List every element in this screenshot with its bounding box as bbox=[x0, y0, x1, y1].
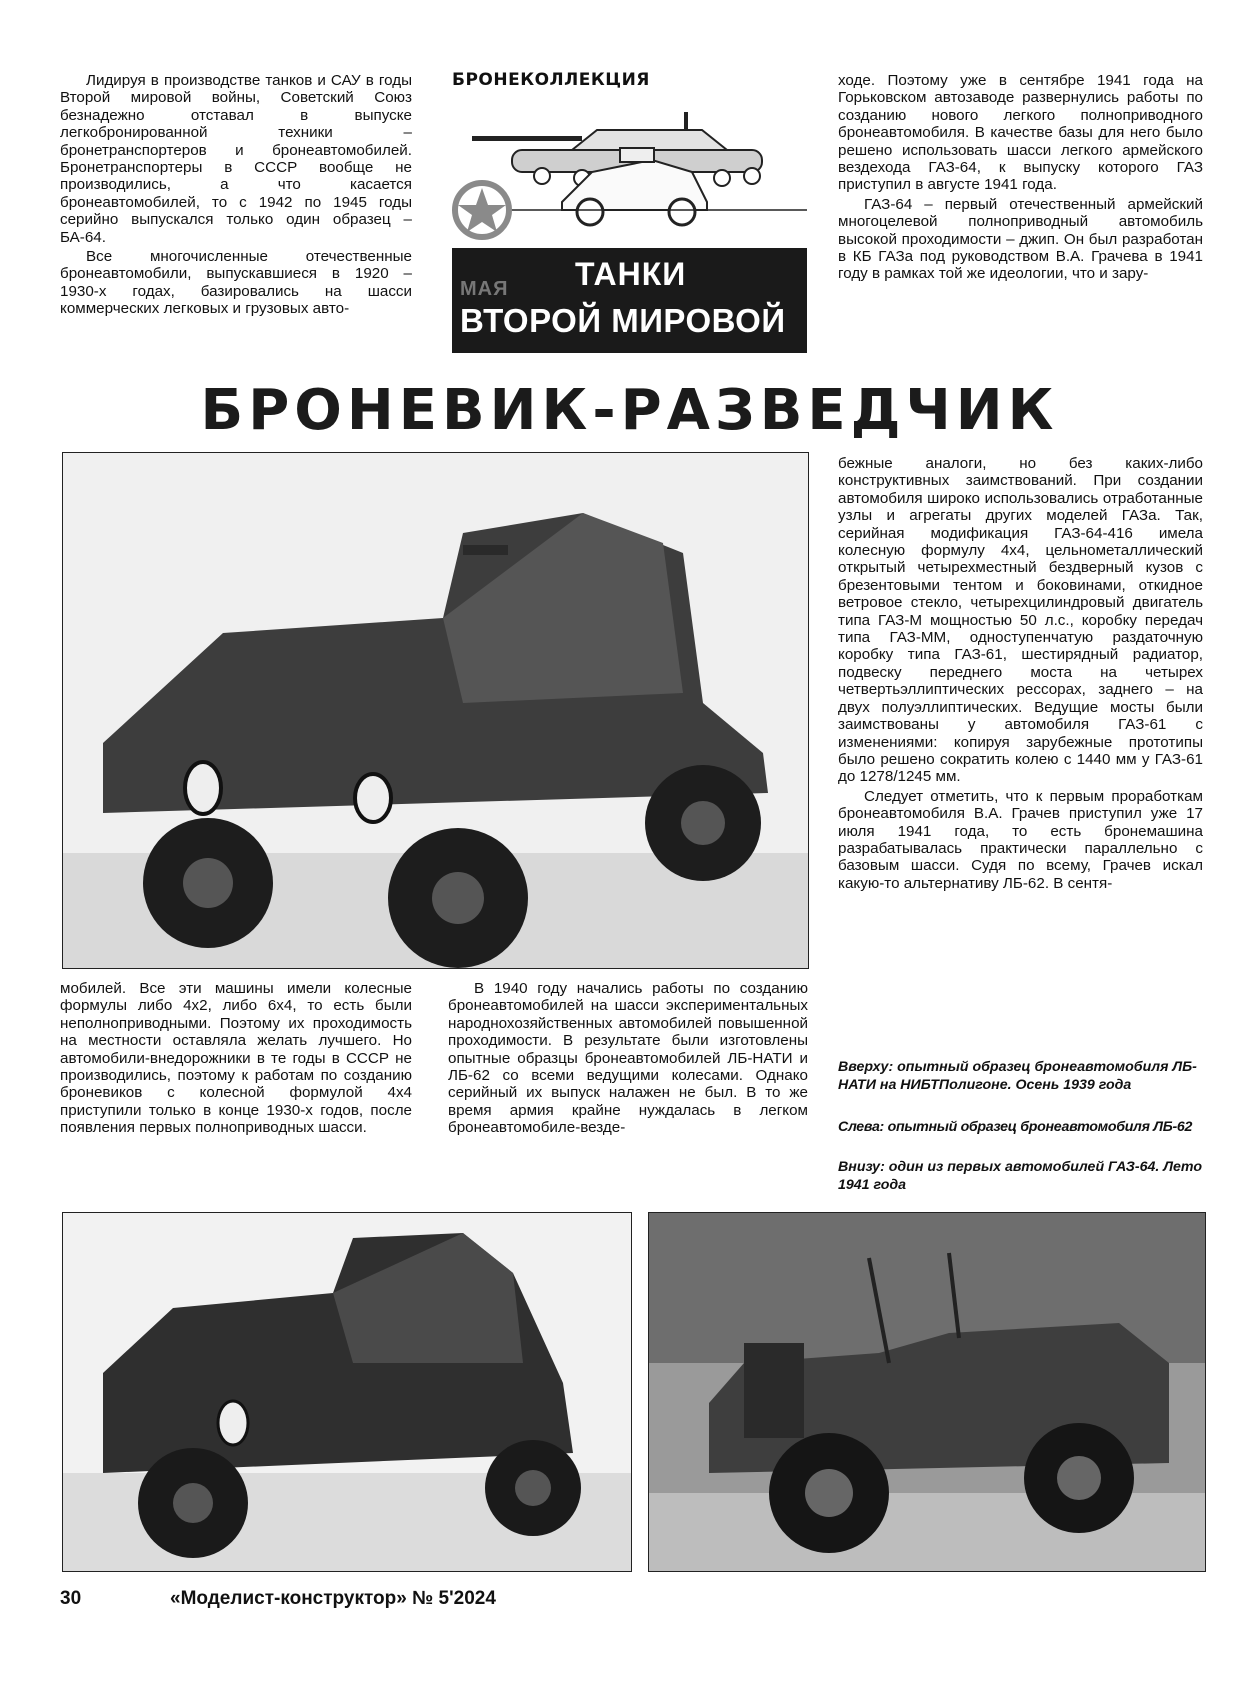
caption-left: Слева: опытный образец бронеавтомобиля ЛБ-62 bbox=[838, 1119, 1193, 1135]
magazine-title: «Моделист-конструктор» № 5'2024 bbox=[170, 1588, 496, 1609]
photo-lb-62 bbox=[62, 1212, 632, 1572]
lb62-photo-drawing bbox=[63, 1213, 631, 1571]
victory-star-icon bbox=[455, 183, 509, 237]
paragraph: Все многочисленные отечественные бронеавтомобили, выпускавшиеся в 1920 – 1930-х годах, базировались на шасси коммерческих легковых и грузовых авто- bbox=[60, 248, 412, 318]
banner-title-line1: ТАНКИ bbox=[575, 256, 687, 292]
caption-bottom: Внизу: один из первых автомобилей ГАЗ-64. Лето 1941 года bbox=[838, 1159, 1202, 1193]
header-banner bbox=[452, 248, 807, 353]
gaz64-photo-drawing bbox=[649, 1213, 1205, 1571]
paragraph: мобилей. Все эти машины имели колесные формулы либо 4х2, либо 6х4, то есть были неполноприводными. Поэтому их проходимость на местности оставляла желать лучшего. Но автомобили-внедорожники в те годы в СССР не производились, поэтому к работам по созданию броневиков с колесной формулой 4х4 приступили только в конце 1930-х годов, после появления первых полноприводных шасси. bbox=[60, 980, 412, 1137]
rubric-label: БРОНЕКОЛЛЕКЦИЯ bbox=[452, 70, 650, 90]
paragraph: Лидируя в производстве танков и САУ в годы Второй мировой войны, Советский Союз безнадежно отставал в выпуске легкобронированной техники – бронетранспортеров и бронеавтомобилей. Бронетранспортеры в СССР вообще не производились, а что касается бронеавтомобилей, то с 1942 по 1945 годы серийно выпускался только один образец – БА-64. bbox=[60, 72, 412, 246]
article-column-lower-mid bbox=[448, 980, 808, 1139]
article-column-right-top bbox=[838, 72, 1203, 285]
article-column-lower-left bbox=[60, 980, 412, 1139]
photo-lb-nati bbox=[62, 452, 809, 969]
banner-may: МАЯ bbox=[460, 278, 509, 300]
photo-gaz-64 bbox=[648, 1212, 1206, 1572]
page-number: 30 bbox=[60, 1588, 82, 1609]
article-column-right-mid bbox=[838, 455, 1203, 894]
banner-title-line2: ВТОРОЙ МИРОВОЙ bbox=[460, 302, 786, 339]
paragraph: бежные аналоги, но без каких-либо конструктивных заимствований. При создании автомобиля широко использовались отработанные узлы и агрегаты других моделей ГАЗа. Так, серийная модификация ГАЗ-64-416 имела колесную формулу 4х4, цельнометаллический открытый четырехместный бездверный кузов с брезентовыми тентом и боковинами, откидное ветровое стекло, четырехцилиндровый двигатель типа ГАЗ-М мощностью 50 л.с., коробку передач типа ГАЗ-ММ, одноступенчатую раздаточную коробку типа ГАЗ-61, шестирядный радиатор, подвеску переднего моста на четырех четвертьэллиптических рессорах, заднего – на двух полуэллиптических. Ведущие мосты были заимствованы у автомобиля ГАЗ-61 с изменениями: копируя зарубежные прототипы было решено сократить колею с 1440 мм у ГАЗ-61 до 1278/1245 мм. bbox=[838, 455, 1203, 786]
caption-top: Вверху: опытный образец бронеавтомобиля ЛБ-НАТИ на НИБТПолигоне. Осень 1939 года bbox=[838, 1059, 1197, 1093]
article-headline: БРОНЕВИК-РАЗВЕДЧИК bbox=[200, 378, 1059, 443]
header-illustration bbox=[452, 92, 807, 252]
paragraph: Следует отметить, что к первым проработкам бронеавтомобиля В.А. Грачев приступил уже 17 июля 1941 года, то есть бронемашина разрабатывалась практически параллельно с базовым шасси. Судя по всему, Грачев искал какую-то альтернативу ЛБ-62. В сентя- bbox=[838, 787, 1203, 892]
paragraph: ГАЗ-64 – первый отечественный армейский многоцелевой полноприводный автомобиль высокой проходимости – джип. Он был разработан в КБ ГАЗа под руководством В.А. Грачева в 1941 году в рамках той же идеологии, что и зару- bbox=[838, 195, 1203, 283]
article-column-left-top bbox=[60, 72, 412, 320]
paragraph: ходе. Поэтому уже в сентябре 1941 года на Горьковском автозаводе развернулись работы по созданию нового легкого полноприводного бронеавтомобиля. В качестве базы для него было решено использовать шасси легкого армейского вездехода ГАЗ-64, к выпуску которого ГАЗ приступил в августе 1941 года. bbox=[838, 72, 1203, 194]
armored-car-photo-drawing bbox=[63, 453, 808, 968]
paragraph: В 1940 году начались работы по созданию бронеавтомобилей на шасси экспериментальных народнохозяйственных автомобилей повышенной проходимости. В результате были изготовлены опытные образцы бронеавтомобилей ЛБ-НАТИ и ЛБ-62 со всеми ведущими колесами. Однако серийный их выпуск налажен не был. В то же время армия крайне нуждалась в легком бронеавтомобиле-везде- bbox=[448, 980, 808, 1137]
